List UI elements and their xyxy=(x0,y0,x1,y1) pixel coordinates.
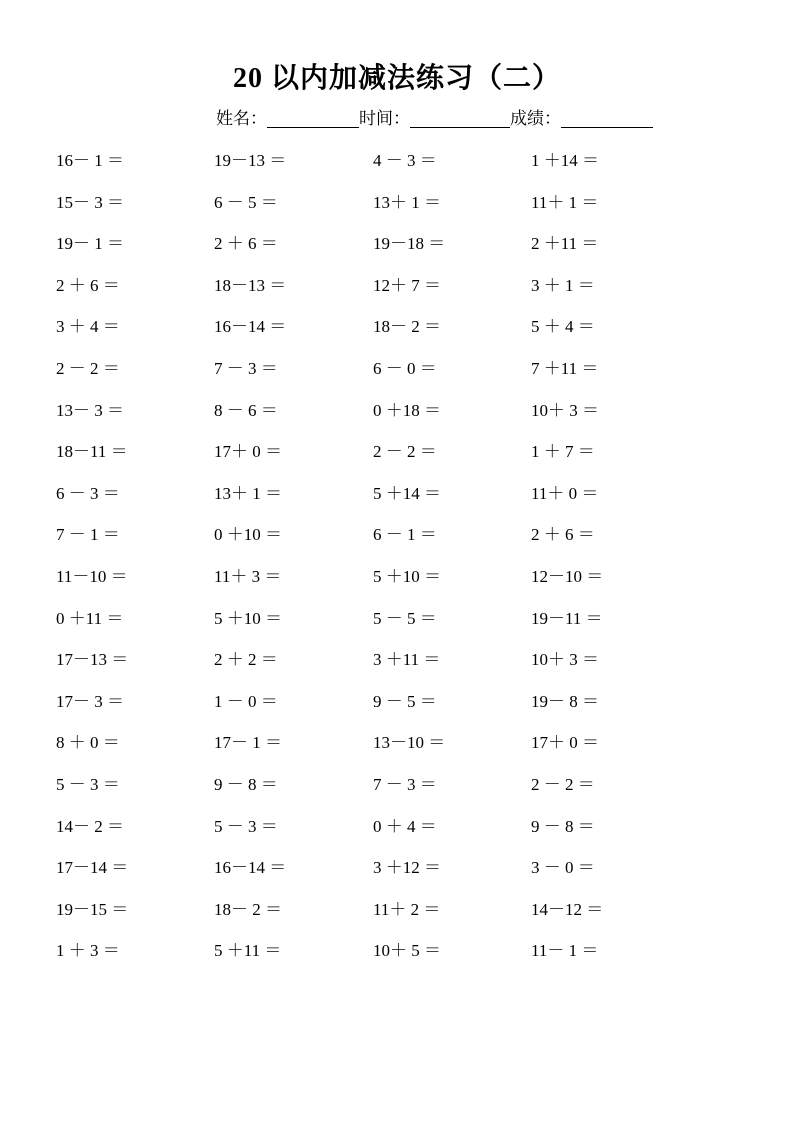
math-problem: 2 － 2 ＝ xyxy=(531,775,595,794)
math-problem: 5 － 3 ＝ xyxy=(56,775,120,794)
math-problem: 5 ＋10 ＝ xyxy=(214,608,282,628)
math-problem: 13－10 ＝ xyxy=(373,733,446,753)
math-problem: 12＋ 7 ＝ xyxy=(373,275,441,295)
math-problem: 2 ＋ 2 ＝ xyxy=(214,650,278,670)
math-problem: 4 － 3 ＝ xyxy=(373,151,437,170)
math-problem: 17－13 ＝ xyxy=(56,650,129,670)
math-problem: 19－11 ＝ xyxy=(531,608,603,628)
math-problem: 0 ＋10 ＝ xyxy=(214,525,282,545)
math-problem: 11＋ 1 ＝ xyxy=(531,192,599,212)
math-problem: 7 － 3 ＝ xyxy=(373,775,437,794)
math-problem: 11＋ 0 ＝ xyxy=(531,483,599,503)
math-problem: 18－13 ＝ xyxy=(214,275,287,295)
math-problem: 1 ＋14 ＝ xyxy=(531,151,599,170)
math-problem: 17＋ 0 ＝ xyxy=(531,733,599,753)
math-problem: 16－ 1 ＝ xyxy=(56,151,124,170)
math-problem: 19－18 ＝ xyxy=(373,234,446,254)
math-problem: 19－ 8 ＝ xyxy=(531,691,599,711)
math-problem: 19－13 ＝ xyxy=(214,151,287,170)
math-problem: 5 ＋11 ＝ xyxy=(214,941,282,961)
math-problem: 2 － 2 ＝ xyxy=(56,359,120,378)
math-problem: 7 － 3 ＝ xyxy=(214,359,278,378)
math-problem: 3 ＋12 ＝ xyxy=(373,858,441,878)
math-problem: 10＋ 3 ＝ xyxy=(531,650,599,670)
math-problem: 14－ 2 ＝ xyxy=(56,816,124,836)
math-problem: 17－ 1 ＝ xyxy=(214,733,282,753)
math-problem: 10＋ 3 ＝ xyxy=(531,400,599,420)
math-problem: 19－ 1 ＝ xyxy=(56,234,124,254)
math-problem: 5 － 3 ＝ xyxy=(214,816,278,836)
math-problem: 16－14 ＝ xyxy=(214,858,287,878)
math-problem: 11＋ 2 ＝ xyxy=(373,899,441,919)
math-problem: 11＋ 3 ＝ xyxy=(214,567,282,586)
math-problem: 2 ＋ 6 ＝ xyxy=(56,275,120,295)
math-problem: 0 ＋ 4 ＝ xyxy=(373,816,437,836)
math-problem: 0 ＋11 ＝ xyxy=(56,608,124,628)
math-problem: 15－ 3 ＝ xyxy=(56,192,124,212)
math-problem: 14－12 ＝ xyxy=(531,899,604,919)
math-problem: 13＋ 1 ＝ xyxy=(214,483,282,503)
math-problem: 5 ＋10 ＝ xyxy=(373,567,441,586)
time-label: 时间： xyxy=(359,109,410,128)
math-problem: 16－14 ＝ xyxy=(214,317,287,337)
math-problem: 1 － 0 ＝ xyxy=(214,691,278,711)
math-problem: 13＋ 1 ＝ xyxy=(373,192,441,212)
math-problem: 3 ＋ 1 ＝ xyxy=(531,275,595,295)
math-problem: 19－15 ＝ xyxy=(56,899,129,919)
math-problem: 3 ＋11 ＝ xyxy=(373,650,441,670)
math-problem: 5 ＋ 4 ＝ xyxy=(531,317,595,337)
math-problem: 7 － 1 ＝ xyxy=(56,525,120,545)
score-label: 成绩： xyxy=(510,109,561,128)
math-problem: 1 ＋ 7 ＝ xyxy=(531,442,595,462)
math-problem: 6 － 5 ＝ xyxy=(214,192,278,212)
math-problem: 1 ＋ 3 ＝ xyxy=(56,941,120,961)
math-problem: 11－ 1 ＝ xyxy=(531,941,599,961)
math-problem: 18－ 2 ＝ xyxy=(373,317,441,337)
math-problem: 6 － 1 ＝ xyxy=(373,525,437,545)
math-problem: 6 － 3 ＝ xyxy=(56,483,120,503)
worksheet-title: 20 以内加减法练习（二） xyxy=(232,63,561,94)
math-problem: 9 － 8 ＝ xyxy=(531,816,595,836)
math-problem: 12－10 ＝ xyxy=(531,567,604,586)
math-problem: 2 ＋11 ＝ xyxy=(531,234,599,254)
math-problem: 11－10 ＝ xyxy=(56,567,128,586)
math-problem: 8 － 6 ＝ xyxy=(214,400,278,420)
math-problem: 17－ 3 ＝ xyxy=(56,691,124,711)
math-problem: 0 ＋18 ＝ xyxy=(373,400,441,420)
math-problem: 8 ＋ 0 ＝ xyxy=(56,733,120,753)
math-problem: 18－ 2 ＝ xyxy=(214,899,282,919)
math-problem: 9 － 8 ＝ xyxy=(214,775,278,794)
math-problem: 3 － 0 ＝ xyxy=(531,858,595,878)
name-label: 姓名： xyxy=(216,109,267,128)
math-problem: 5 － 5 ＝ xyxy=(373,608,437,628)
math-problem: 2 ＋ 6 ＝ xyxy=(214,234,278,254)
math-problem: 7 ＋11 ＝ xyxy=(531,359,599,378)
math-problem: 17－14 ＝ xyxy=(56,858,129,878)
math-problem: 17＋ 0 ＝ xyxy=(214,442,282,462)
math-problem: 5 ＋14 ＝ xyxy=(373,483,441,503)
math-problem: 18－11 ＝ xyxy=(56,442,128,462)
math-problem: 10＋ 5 ＝ xyxy=(373,941,441,961)
math-problem: 2 ＋ 6 ＝ xyxy=(531,525,595,545)
math-problem: 13－ 3 ＝ xyxy=(56,400,124,420)
math-problem: 3 ＋ 4 ＝ xyxy=(56,317,120,337)
math-problem: 9 － 5 ＝ xyxy=(373,691,437,711)
math-problem: 6 － 0 ＝ xyxy=(373,359,437,378)
math-problem: 2 － 2 ＝ xyxy=(373,442,437,462)
